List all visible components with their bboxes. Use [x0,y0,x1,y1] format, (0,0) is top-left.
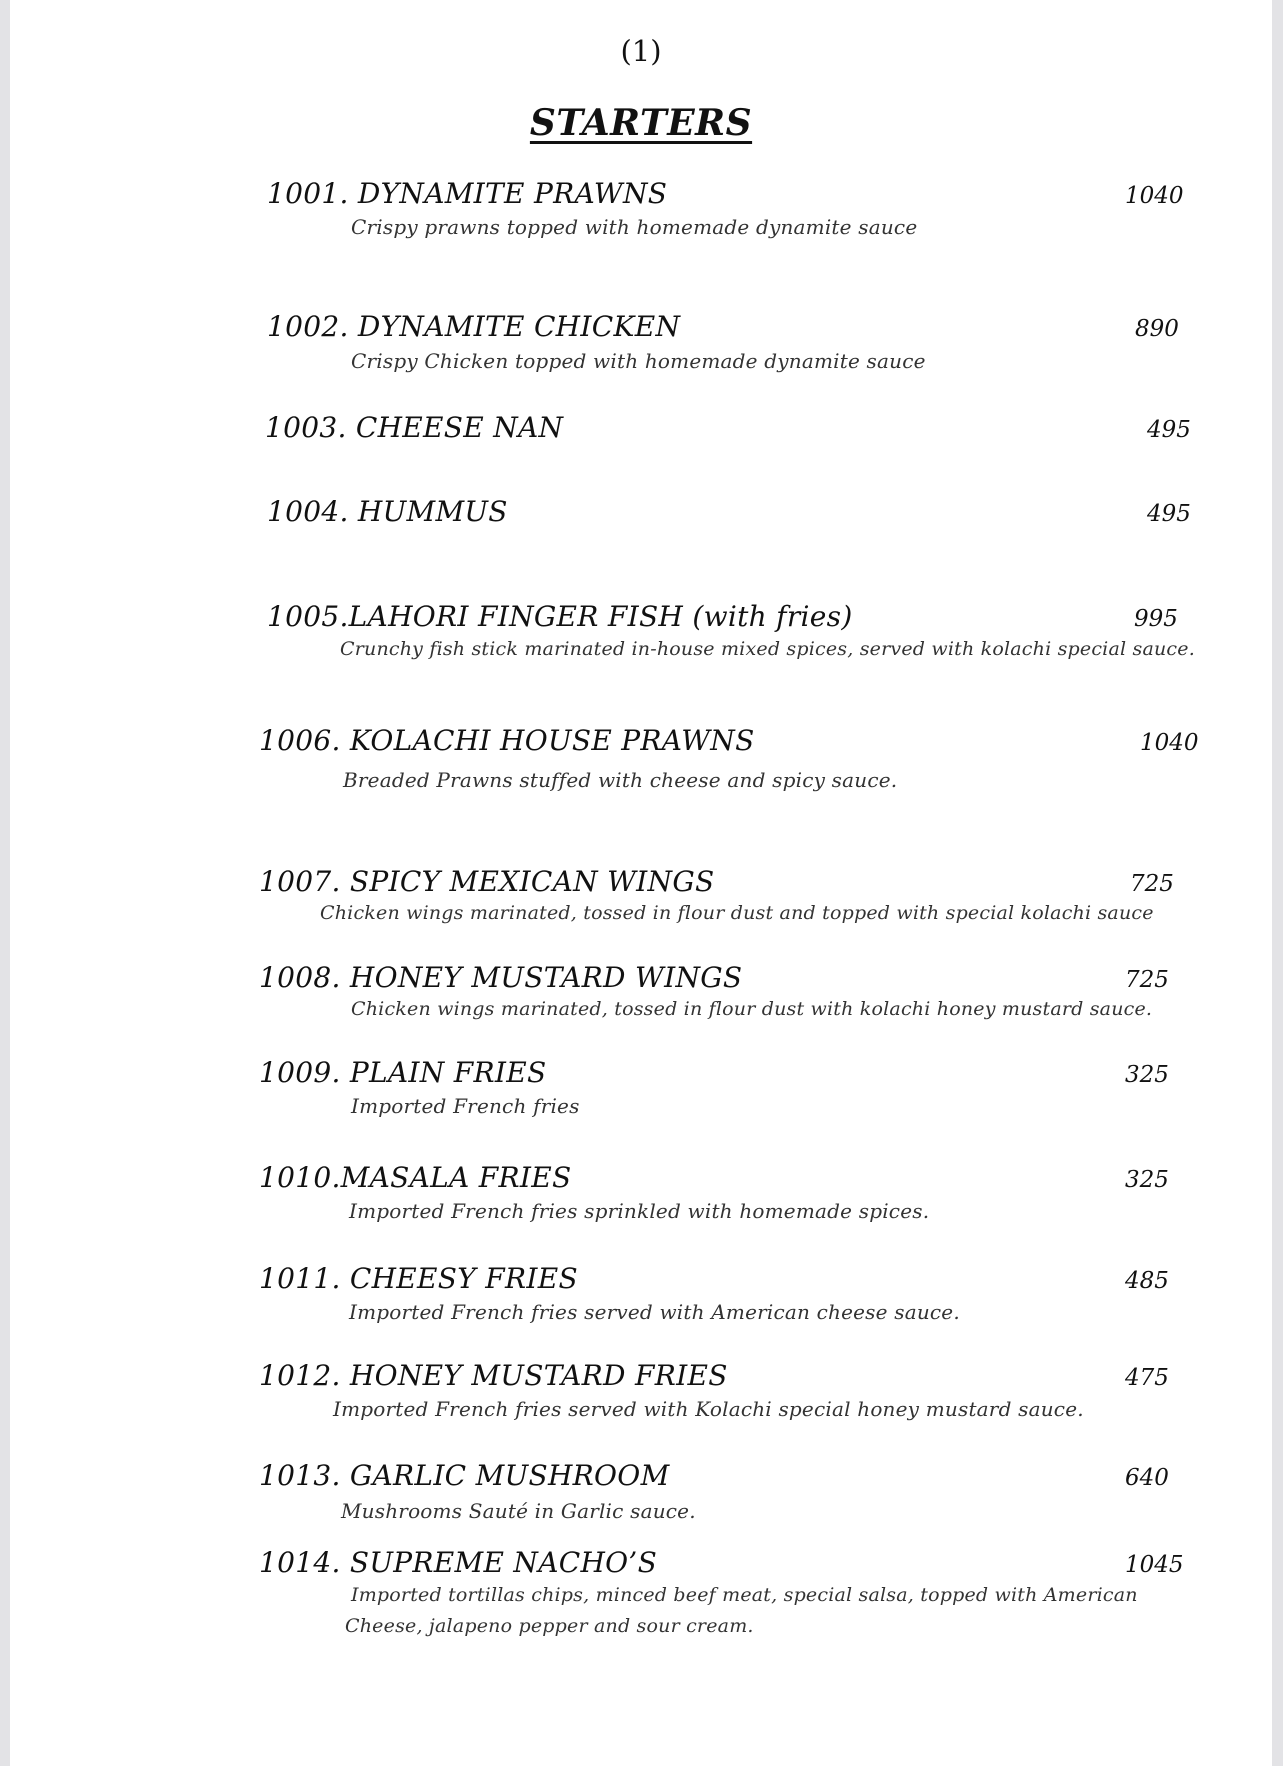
item-name: 1009. PLAIN FRIES [259,1056,547,1089]
item-description: Chicken wings marinated, tossed in flour dust with kolachi honey mustard sauce. [351,998,1153,1020]
item-description: Imported French fries served with Kolachi special honey mustard sauce. [333,1397,1084,1421]
item-price: 325 [1125,1167,1169,1193]
item-description: Crispy prawns topped with homemade dynamite sauce [351,215,918,239]
item-price: 890 [1135,316,1179,342]
item-price: 495 [1147,501,1191,527]
item-name: 1010.MASALA FRIES [259,1161,572,1194]
item-price: 485 [1125,1268,1169,1294]
item-description: Imported French fries served with American cheese sauce. [349,1300,960,1324]
item-description: Imported French fries sprinkled with homemade spices. [349,1199,930,1223]
item-name: 1012. HONEY MUSTARD FRIES [259,1359,728,1392]
item-price: 725 [1125,967,1169,993]
item-description: Mushrooms Sauté in Garlic sauce. [341,1499,696,1523]
item-description: Crispy Chicken topped with homemade dynamite sauce [351,349,926,373]
item-description: Imported French fries [351,1094,580,1118]
item-name: 1007. SPICY MEXICAN WINGS [259,865,715,898]
item-name: 1013. GARLIC MUSHROOM [259,1459,670,1492]
item-description-line-2: Cheese, jalapeno pepper and sour cream. [345,1615,754,1637]
item-name: 1003. CHEESE NAN [265,411,564,444]
item-description: Crunchy fish stick marinated in-house mixed spices, served with kolachi special sauce. [340,638,1195,660]
item-name: 1006. KOLACHI HOUSE PRAWNS [259,724,755,757]
item-name: 1008. HONEY MUSTARD WINGS [259,961,743,994]
item-name: 1001. DYNAMITE PRAWNS [267,177,668,210]
section-title: STARTERS [529,102,753,144]
item-name: 1005.LAHORI FINGER FISH (with fries) [267,600,853,633]
item-price: 325 [1125,1062,1169,1088]
page-number: (1) [620,34,662,68]
item-price: 995 [1134,606,1178,632]
item-price: 1045 [1125,1552,1184,1578]
item-price: 640 [1125,1465,1169,1491]
item-price: 1040 [1125,183,1184,209]
item-price: 475 [1125,1365,1169,1391]
item-description: Breaded Prawns stuffed with cheese and spicy sauce. [343,768,898,792]
item-name: 1011. CHEESY FRIES [259,1262,578,1295]
item-description: Chicken wings marinated, tossed in flour dust and topped with special kolachi sauce [320,902,1154,924]
menu-page [10,0,1272,1766]
item-name: 1002. DYNAMITE CHICKEN [267,310,681,343]
item-price: 1040 [1140,730,1199,756]
item-price: 725 [1130,871,1174,897]
item-description: Imported tortillas chips, minced beef meat, special salsa, topped with American [351,1584,1138,1606]
item-name: 1004. HUMMUS [267,495,508,528]
item-price: 495 [1147,417,1191,443]
item-name: 1014. SUPREME NACHO’S [259,1546,658,1579]
